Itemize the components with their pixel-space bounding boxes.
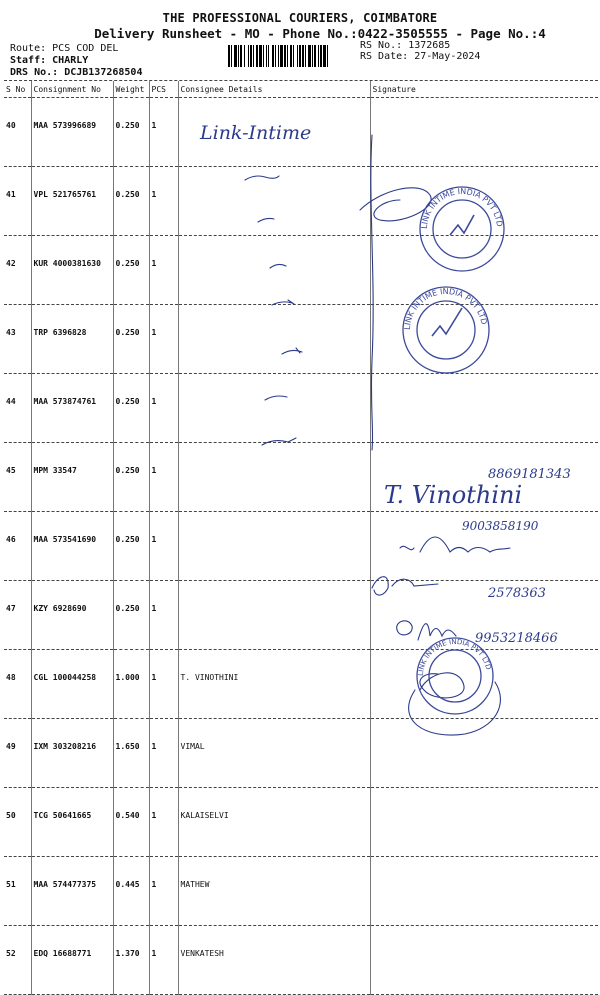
cell-pcs: 1 <box>149 512 178 581</box>
cell-weight: 1.370 <box>113 926 149 995</box>
cell-sno: 43 <box>4 305 31 374</box>
cell-consignee: KALAISELVI <box>178 788 370 857</box>
barcode-image <box>228 45 352 67</box>
col-signature-header: Signature <box>370 81 598 98</box>
drs-value: DCJB137268504 <box>64 67 143 78</box>
cell-signature <box>370 167 598 236</box>
table-row <box>4 857 598 926</box>
table-row <box>4 650 598 719</box>
cell-sno: 44 <box>4 374 31 443</box>
table-row <box>4 788 598 857</box>
handwritten-link-intime: Link-Intime <box>200 122 312 144</box>
cell-sno: 51 <box>4 857 31 926</box>
cell-weight: 0.250 <box>113 236 149 305</box>
route-value: PCS COD DEL <box>52 43 119 54</box>
cell-consignee <box>178 167 370 236</box>
cell-consignment: CGL 100044258 <box>31 650 113 719</box>
cell-pcs: 1 <box>149 374 178 443</box>
table-row <box>4 167 598 236</box>
table-row <box>4 512 598 581</box>
cell-pcs: 1 <box>149 98 178 167</box>
table-row <box>4 926 598 995</box>
route-label: Route: <box>10 43 47 54</box>
staff-label: Staff: <box>10 55 47 66</box>
cell-consignment: TRP 6396828 <box>31 305 113 374</box>
staff-line <box>10 55 88 67</box>
staff-value: CHARLY <box>52 55 89 66</box>
cell-consignment: IXM 303208216 <box>31 719 113 788</box>
cell-consignment: VPL 521765761 <box>31 167 113 236</box>
cell-signature <box>370 581 598 650</box>
signature-t-vinothini: T. Vinothini <box>384 481 523 509</box>
rs-date-value: 27-May-2024 <box>414 51 481 62</box>
cell-weight: 1.000 <box>113 650 149 719</box>
company-title: THE PROFESSIONAL COURIERS, COIMBATORE <box>162 11 438 25</box>
runsheet-table <box>4 81 598 995</box>
cell-consignment: MAA 573996689 <box>31 98 113 167</box>
cell-signature <box>370 719 598 788</box>
cell-signature <box>370 788 598 857</box>
table-row <box>4 236 598 305</box>
cell-signature <box>370 374 598 443</box>
cell-sno: 40 <box>4 98 31 167</box>
col-consignee-header: Consignee Details <box>178 81 370 98</box>
drs-label: DRS No.: <box>10 67 59 78</box>
handwritten-phone-row-49: 9003858190 <box>462 519 539 533</box>
cell-consignee: MATHEW <box>178 857 370 926</box>
cell-consignment: TCG 50641665 <box>31 788 113 857</box>
cell-consignment: MAA 574477375 <box>31 857 113 926</box>
cell-consignee: VENKATESH <box>178 926 370 995</box>
cell-sno: 42 <box>4 236 31 305</box>
cell-consignee <box>178 443 370 512</box>
cell-sno: 41 <box>4 167 31 236</box>
cell-signature <box>370 857 598 926</box>
cell-pcs: 1 <box>149 236 178 305</box>
stamp-text-2: LINK INTIME INDIA PVT LTD <box>402 286 489 331</box>
cell-consignee: T. VINOTHINI <box>178 650 370 719</box>
table-row <box>4 443 598 512</box>
cell-pcs: 1 <box>149 443 178 512</box>
drs-line <box>10 67 142 79</box>
cell-sno: 45 <box>4 443 31 512</box>
stamp-text-3: LINK INTIME INDIA PVT LTD <box>416 637 493 677</box>
cell-consignment: MAA 573874761 <box>31 374 113 443</box>
cell-pcs: 1 <box>149 305 178 374</box>
cell-signature <box>370 305 598 374</box>
cell-consignee: VIMAL <box>178 719 370 788</box>
cell-sno: 52 <box>4 926 31 995</box>
cell-sno: 48 <box>4 650 31 719</box>
cell-signature <box>370 98 598 167</box>
route-line <box>10 43 118 55</box>
cell-consignment: MAA 573541690 <box>31 512 113 581</box>
table-header-row <box>4 81 598 98</box>
cell-pcs: 1 <box>149 926 178 995</box>
table-row <box>4 374 598 443</box>
cell-weight: 0.540 <box>113 788 149 857</box>
cell-weight: 0.250 <box>113 581 149 650</box>
rs-no-line: RS No.: 1372685 <box>360 40 451 51</box>
col-weight-header: Weight <box>113 81 149 98</box>
cell-consignment: MPM 33547 <box>31 443 113 512</box>
table-row <box>4 98 598 167</box>
cell-consignment: KUR 4000381630 <box>31 236 113 305</box>
cell-weight: 0.250 <box>113 443 149 512</box>
cell-consignment: EDQ 16688771 <box>31 926 113 995</box>
cell-weight: 0.250 <box>113 512 149 581</box>
rs-no-value: 1372685 <box>408 40 451 51</box>
cell-consignee <box>178 374 370 443</box>
cell-pcs: 1 <box>149 167 178 236</box>
runsheet-title: Delivery Runsheet - MO - Phone No.:0422-3505555 - Page No.:4 <box>94 26 546 41</box>
cell-signature <box>370 443 598 512</box>
table-row <box>4 305 598 374</box>
cell-consignee <box>178 512 370 581</box>
cell-weight: 0.445 <box>113 857 149 926</box>
cell-pcs: 1 <box>149 719 178 788</box>
handwritten-phone-row-51: 9953218466 <box>475 631 558 646</box>
rs-info <box>360 40 480 62</box>
cell-weight: 0.250 <box>113 98 149 167</box>
cell-pcs: 1 <box>149 857 178 926</box>
cell-sno: 49 <box>4 719 31 788</box>
col-pcs-header: PCS <box>149 81 178 98</box>
cell-consignee <box>178 98 370 167</box>
cell-signature <box>370 512 598 581</box>
cell-pcs: 1 <box>149 788 178 857</box>
cell-weight: 0.250 <box>113 167 149 236</box>
col-sno-header: S No <box>4 81 31 98</box>
cell-pcs: 1 <box>149 650 178 719</box>
cell-weight: 1.650 <box>113 719 149 788</box>
cell-weight: 0.250 <box>113 305 149 374</box>
col-consignment-header: Consignment No <box>31 81 113 98</box>
cell-consignee <box>178 581 370 650</box>
cell-sno: 47 <box>4 581 31 650</box>
handwritten-phone-row-50: 2578363 <box>488 586 546 601</box>
table-row <box>4 719 598 788</box>
cell-signature <box>370 926 598 995</box>
cell-pcs: 1 <box>149 581 178 650</box>
cell-consignment: KZY 6928690 <box>31 581 113 650</box>
handwritten-phone-row-48: 8869181343 <box>488 467 571 482</box>
stamp-text-1: LINK INTIME INDIA PVT LTD <box>419 186 505 230</box>
cell-signature <box>370 236 598 305</box>
table-row <box>4 581 598 650</box>
rs-date-line: RS Date: 27-May-2024 <box>360 51 481 62</box>
cell-sno: 50 <box>4 788 31 857</box>
cell-consignee <box>178 236 370 305</box>
cell-weight: 0.250 <box>113 374 149 443</box>
cell-sno: 46 <box>4 512 31 581</box>
cell-consignee <box>178 305 370 374</box>
cell-signature <box>370 650 598 719</box>
